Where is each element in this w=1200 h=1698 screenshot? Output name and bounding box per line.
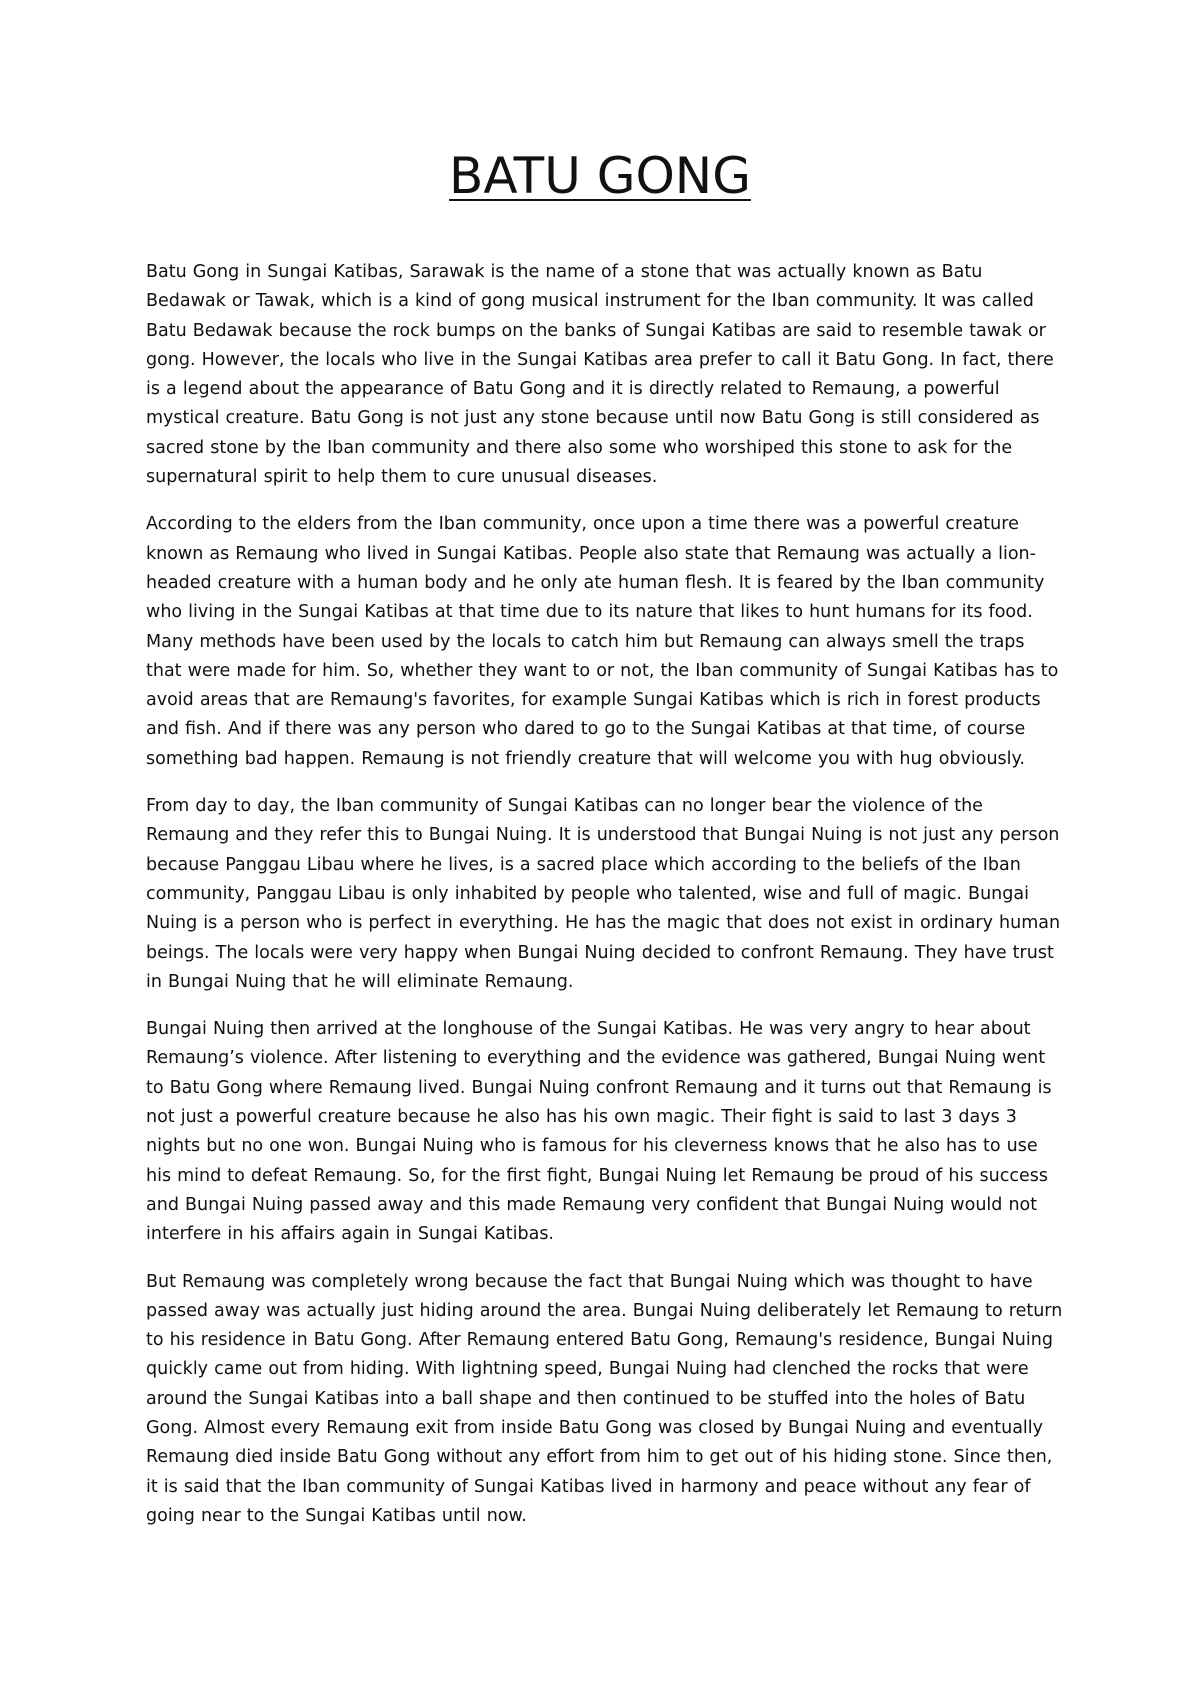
document-title — [0, 145, 1200, 207]
paragraph-3: From day to day, the Iban community of Sungai Katibas can no longer bear the violence of the Remaung and they refer this to Bungai Nuing. It is understood that Bungai Nuing is not just any person because Panggau Libau where he lives, is a sacred place which according to the beliefs of the Iban community, Panggau Libau is only inhabited by people who talented, wise and full of magic. Bungai Nuing is a person who is perfect in everything. He has the magic that does not exist in ordinary human beings. The locals were very happy when Bungai Nuing decided to confront Remaung. They have trust in Bungai Nuing that he will eliminate Remaung. — [146, 796, 1061, 992]
document-title-text: BATU GONG — [449, 147, 751, 205]
document-body — [146, 258, 1066, 1549]
paragraph-4: Bungai Nuing then arrived at the longhouse of the Sungai Katibas. He was very angry to hear about Remaung’s violence. After listening to everything and the evidence was gathered, Bungai Nuing went to Batu Gong where Remaung lived. Bungai Nuing confront Remaung and it turns out that Remaung is not just a powerful creature because he also has his own magic. Their fight is said to last 3 days 3 nights but no one won. Bungai Nuing who is famous for his cleverness knows that he also has to use his mind to defeat Remaung. So, for the first fight, Bungai Nuing let Remaung be proud of his success and Bungai Nuing passed away and this made Remaung very confident that Bungai Nuing would not interfere in his affairs again in Sungai Katibas. — [146, 1019, 1052, 1245]
paragraph-1: Batu Gong in Sungai Katibas, Sarawak is the name of a stone that was actually known as Batu Bedawak or Tawak, which is a kind of gong musical instrument for the Iban community. It was called Batu Bedawak because the rock bumps on the banks of Sungai Katibas are said to resemble tawak or gong. However, the locals who live in the Sungai Katibas area prefer to call it Batu Gong. In fact, there is a legend about the appearance of Batu Gong and it is directly related to Remaung, a powerful mystical creature. Batu Gong is not just any stone because until now Batu Gong is still considered as sacred stone by the Iban community and there also some who worshiped this stone to ask for the supernatural spirit to help them to cure unusual diseases. — [146, 262, 1054, 488]
paragraph-5: But Remaung was completely wrong because the fact that Bungai Nuing which was thought to have passed away was actually just hiding around the area. Bungai Nuing deliberately let Remaung to return to his residence in Batu Gong. After Remaung entered Batu Gong, Remaung's residence, Bungai Nuing quickly came out from hiding. With lightning speed, Bungai Nuing had clenched the rocks that were around the Sungai Katibas into a ball shape and then continued to be stuffed into the holes of Batu Gong. Almost every Remaung exit from inside Batu Gong was closed by Bungai Nuing and eventually Remaung died inside Batu Gong without any effort from him to get out of his hiding stone. Since then, it is said that the Iban community of Sungai Katibas lived in harmony and peace without any fear of going near to the Sungai Katibas until now. — [146, 1271, 1063, 1526]
paragraph-2: According to the elders from the Iban community, once upon a time there was a powerful creature known as Remaung who lived in Sungai Katibas. People also state that Remaung was actually a lion-headed creature with a human body and he only ate human flesh. It is feared by the Iban community who living in the Sungai Katibas at that time due to its nature that likes to hunt humans for its food. Many methods have been used by the locals to catch him but Remaung can always smell the traps that were made for him. So, whether they want to or not, the Iban community of Sungai Katibas has to avoid areas that are Remaung's favorites, for example Sungai Katibas which is rich in forest products and fish. And if there was any person who dared to go to the Sungai Katibas at that time, of course something bad happen. Remaung is not friendly creature that will welcome you with hug obviously. — [146, 514, 1059, 769]
